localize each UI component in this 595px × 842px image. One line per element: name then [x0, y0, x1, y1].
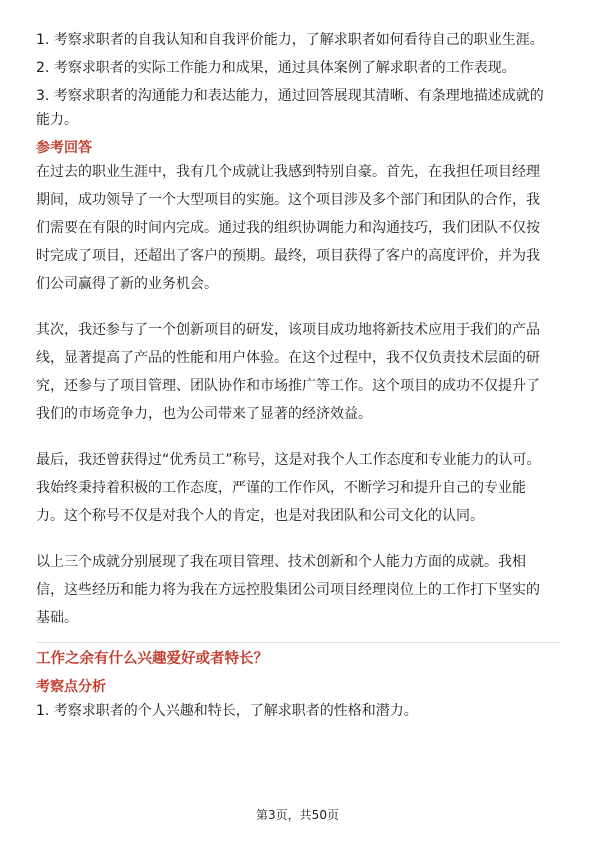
evaluation-point: 1. 考察求职者的自我认知和自我评价能力，了解求职者如何看待自己的职业生涯。 [36, 32, 544, 48]
question-heading: 工作之余有什么兴趣爱好或者特长？ [36, 651, 268, 667]
paragraph-line: 我始终秉持着积极的工作态度，严谨的工作作风，不断学习和提升自己的专业能 [36, 480, 526, 496]
answer-heading: 参考回答 [36, 140, 92, 156]
paragraph-line: 时完成了项目，还超出了客户的预期。最终，项目获得了客户的高度评价，并为我 [36, 248, 540, 264]
page-number-footer: 第3页，共50页 [256, 808, 339, 822]
paragraph-line: 力。这个称号不仅是对我个人的肯定，也是对我团队和公司文化的认同。 [36, 508, 484, 524]
paragraph-line: 我们的市场竞争力，也为公司带来了显著的经济效益。 [36, 406, 372, 422]
answer-paragraph-1 [36, 160, 560, 296]
paragraph-line: 线，显著提高了产品的性能和用户体验。在这个过程中，我不仅负责技术层面的研 [36, 350, 540, 366]
document-page [36, 28, 560, 723]
analysis-heading: 考察点分析 [36, 679, 106, 695]
evaluation-point: 2. 考察求职者的实际工作能力和成果，通过具体案例了解求职者的工作表现。 [36, 60, 516, 76]
paragraph-line: 们需要在有限的时间内完成。通过我的组织协调能力和沟通技巧，我们团队不仅按 [36, 220, 540, 236]
paragraph-line: 信，这些经历和能力将为我在方远控股集团公司项目经理岗位上的工作打下坚实的 [36, 582, 540, 598]
evaluation-point: 1. 考察求职者的个人兴趣和特长，了解求职者的性格和潜力。 [36, 703, 418, 719]
evaluation-points-top [36, 28, 560, 132]
paragraph-line: 究，还参与了项目管理、团队协作和市场推广等工作。这个项目的成功不仅提升了 [36, 378, 540, 394]
paragraph-line: 基础。 [36, 610, 78, 626]
paragraph-line: 以上三个成就分别展现了我在项目管理、技术创新和个人能力方面的成就。我相 [36, 554, 526, 570]
paragraph-line: 最后，我还曾获得过“优秀员工”称号，这是对我个人工作态度和专业能力的认可。 [36, 452, 541, 468]
answer-paragraph-3 [36, 448, 560, 528]
paragraph-line: 们公司赢得了新的业务机会。 [36, 276, 218, 292]
evaluation-point: 3. 考察求职者的沟通能力和表达能力，通过回答展现其清晰、有条理地描述成就的 [36, 88, 544, 104]
paragraph-line: 在过去的职业生涯中，我有几个成就让我感到特别自豪。首先，在我担任项目经理 [36, 164, 540, 180]
paragraph-line: 期间，成功领导了一个大型项目的实施。这个项目涉及多个部门和团队的合作，我 [36, 192, 540, 208]
evaluation-point-continued: 能力。 [36, 112, 78, 128]
evaluation-points-bottom [36, 699, 560, 723]
paragraph-line: 其次，我还参与了一个创新项目的研发，该项目成功地将新技术应用于我们的产品 [36, 322, 540, 338]
answer-paragraph-2 [36, 318, 560, 426]
answer-paragraph-4 [36, 550, 560, 630]
